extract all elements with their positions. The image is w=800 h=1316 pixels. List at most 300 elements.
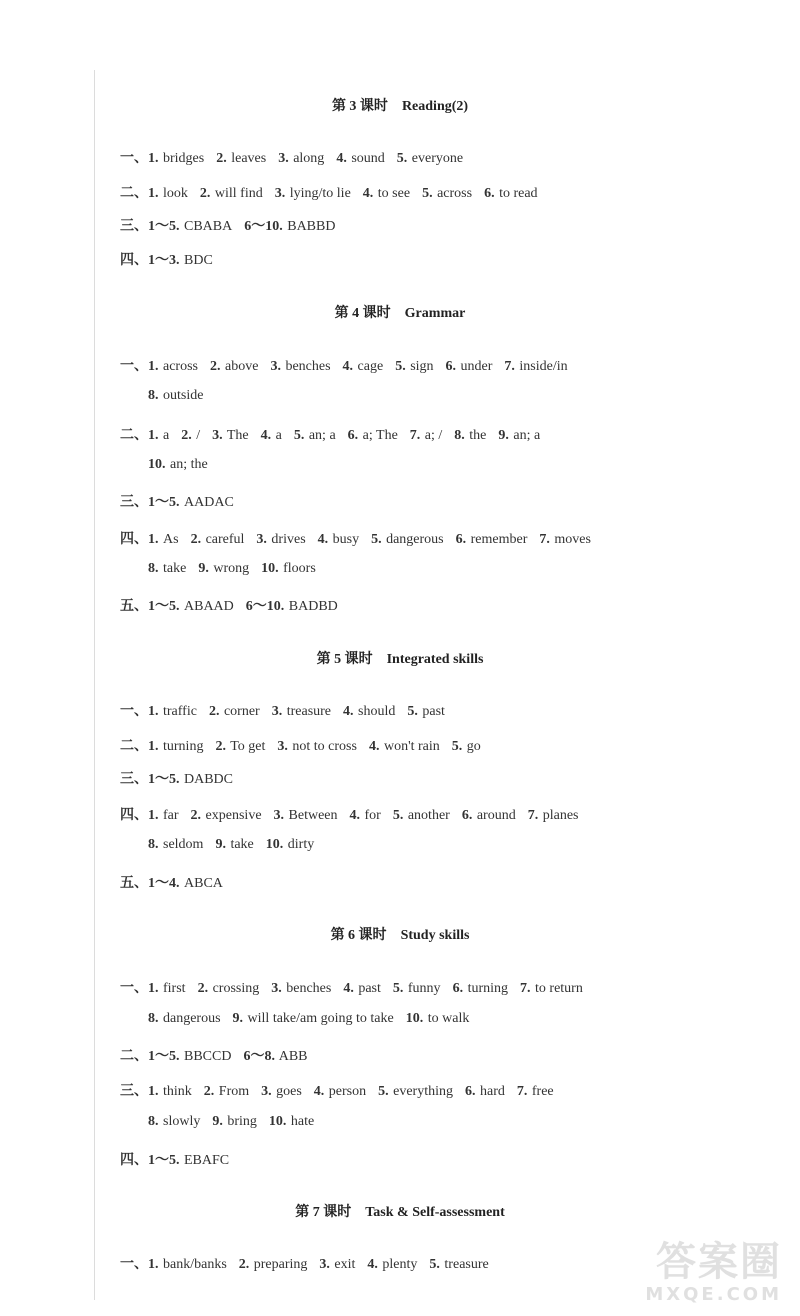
answer-item bbox=[271, 981, 331, 996]
answer-line bbox=[120, 735, 760, 755]
answer-item bbox=[148, 495, 234, 510]
lesson-number: 第 7 课时 bbox=[295, 1205, 352, 1220]
answer-item bbox=[148, 457, 208, 472]
answer-number: 9. bbox=[198, 561, 209, 576]
answer-number: 2. bbox=[238, 1257, 250, 1272]
answer-number: 1～5. bbox=[148, 495, 180, 510]
exercise-group-label: 五、 bbox=[120, 599, 148, 614]
answer-item bbox=[269, 1114, 314, 1129]
answer-item bbox=[517, 1084, 554, 1099]
answer-number: 7. bbox=[520, 981, 531, 996]
answer-item bbox=[148, 1011, 221, 1026]
answer-text: BDC bbox=[184, 253, 213, 268]
answer-item bbox=[261, 1084, 302, 1099]
answer-line bbox=[120, 1045, 760, 1065]
answer-text: DABDC bbox=[184, 772, 234, 787]
answer-number: 1～5. bbox=[148, 1049, 180, 1064]
answer-item bbox=[148, 1153, 229, 1168]
exercise-group-label: 二、 bbox=[120, 739, 148, 754]
answer-line bbox=[120, 595, 760, 615]
answer-line bbox=[120, 491, 760, 511]
answer-text: a; The bbox=[362, 428, 398, 443]
answer-number: 1～5. bbox=[148, 599, 180, 614]
answer-item bbox=[294, 428, 336, 443]
answer-number: 1. bbox=[148, 739, 159, 754]
answer-item bbox=[200, 186, 263, 201]
answer-item bbox=[378, 1084, 453, 1099]
exercise-group-label: 三、 bbox=[120, 495, 148, 510]
answer-text: exit bbox=[334, 1257, 356, 1272]
answer-number: 3. bbox=[261, 1084, 272, 1099]
answer-line bbox=[120, 147, 760, 167]
answer-item bbox=[212, 1114, 257, 1129]
answer-text: to return bbox=[535, 981, 583, 996]
answer-item bbox=[453, 981, 508, 996]
answer-text: BBCCD bbox=[184, 1049, 232, 1064]
answer-text: person bbox=[328, 1084, 367, 1099]
lesson-topic: Integrated skills bbox=[386, 652, 484, 667]
answer-text: an; a bbox=[308, 428, 336, 443]
answer-item bbox=[343, 981, 381, 996]
answer-line bbox=[120, 1080, 760, 1100]
answer-item bbox=[454, 428, 486, 443]
answer-item bbox=[422, 186, 472, 201]
page-spine-line bbox=[94, 70, 95, 1300]
answer-item bbox=[343, 704, 395, 719]
answer-number: 6. bbox=[347, 428, 359, 443]
answer-line bbox=[148, 837, 788, 853]
answer-number: 1～5. bbox=[148, 219, 180, 234]
answer-text: expensive bbox=[205, 808, 262, 823]
answer-number: 9. bbox=[498, 428, 509, 443]
answer-item bbox=[462, 808, 516, 823]
answer-item bbox=[148, 428, 169, 443]
watermark-url: MXQE.COM bbox=[645, 1284, 782, 1305]
answer-item bbox=[350, 808, 381, 823]
answer-item bbox=[397, 151, 463, 166]
answer-text: under bbox=[460, 359, 493, 374]
lesson-heading bbox=[0, 95, 800, 115]
answer-line bbox=[120, 872, 760, 892]
exercise-group-label: 三、 bbox=[120, 1084, 148, 1099]
answer-number: 9. bbox=[212, 1114, 223, 1129]
answer-text: CBABA bbox=[184, 219, 233, 234]
answer-item bbox=[456, 532, 528, 547]
answer-text: bank/banks bbox=[163, 1257, 227, 1272]
answer-item bbox=[277, 739, 357, 754]
answer-text: a; / bbox=[424, 428, 443, 443]
answer-text: hate bbox=[290, 1114, 315, 1129]
answer-text: past bbox=[422, 704, 445, 719]
answer-line bbox=[120, 355, 760, 375]
answer-item bbox=[363, 186, 410, 201]
answer-item bbox=[243, 1049, 307, 1064]
answer-text: preparing bbox=[253, 1257, 308, 1272]
answer-number: 8. bbox=[148, 1114, 159, 1129]
answer-text: to walk bbox=[427, 1011, 470, 1026]
exercise-group-label: 四、 bbox=[120, 808, 148, 823]
answer-item bbox=[215, 837, 253, 852]
answer-text: As bbox=[163, 532, 179, 547]
answer-item bbox=[148, 837, 203, 852]
answer-number: 5. bbox=[407, 704, 418, 719]
answer-number: 1～4. bbox=[148, 876, 180, 891]
answer-line bbox=[120, 424, 760, 444]
answer-text: funny bbox=[407, 981, 441, 996]
answer-number: 8. bbox=[148, 388, 159, 403]
answer-number: 4. bbox=[342, 359, 354, 374]
answer-line bbox=[120, 249, 760, 269]
watermark-logo bbox=[592, 1240, 782, 1310]
answer-item bbox=[336, 151, 384, 166]
answer-text: busy bbox=[332, 532, 360, 547]
answer-text: another bbox=[407, 808, 450, 823]
answer-text: floors bbox=[283, 561, 316, 576]
answer-line bbox=[148, 457, 788, 473]
answer-item bbox=[272, 704, 331, 719]
answer-item bbox=[198, 561, 249, 576]
answer-item bbox=[148, 219, 232, 234]
answer-text: benches bbox=[285, 359, 331, 374]
answer-text: treasure bbox=[286, 704, 332, 719]
answer-number: 2. bbox=[215, 739, 226, 754]
answer-text: seldom bbox=[163, 837, 204, 852]
answer-item bbox=[367, 1257, 417, 1272]
lesson-topic: Task & Self-assessment bbox=[365, 1205, 505, 1220]
answer-item bbox=[239, 1257, 308, 1272]
answer-item bbox=[148, 876, 223, 891]
answer-number: 1～5. bbox=[148, 772, 180, 787]
answer-item bbox=[204, 1084, 249, 1099]
answer-text: dangerous bbox=[386, 532, 444, 547]
answer-item bbox=[348, 428, 398, 443]
answer-text: free bbox=[531, 1084, 554, 1099]
answer-item bbox=[148, 1084, 192, 1099]
answer-item bbox=[318, 532, 359, 547]
answer-text: first bbox=[163, 981, 186, 996]
answer-text: From bbox=[218, 1084, 250, 1099]
answer-number: 1～3. bbox=[148, 253, 180, 268]
answer-number: 3. bbox=[277, 739, 288, 754]
answer-number: 1. bbox=[148, 704, 159, 719]
answer-text: slowly bbox=[163, 1114, 201, 1129]
answer-text: turning bbox=[163, 739, 204, 754]
answer-text: BABBD bbox=[287, 219, 336, 234]
answer-item bbox=[528, 808, 579, 823]
answer-item bbox=[410, 428, 443, 443]
answer-number: 6. bbox=[445, 359, 457, 374]
answer-text: ABB bbox=[278, 1049, 308, 1064]
answer-item bbox=[446, 359, 493, 374]
answer-number: 8. bbox=[148, 837, 159, 852]
answer-item bbox=[148, 561, 186, 576]
answer-number: 6～10. bbox=[245, 599, 285, 614]
answer-text: around bbox=[476, 808, 516, 823]
answer-text: bridges bbox=[163, 151, 205, 166]
answer-number: 3. bbox=[319, 1257, 330, 1272]
answer-item bbox=[148, 186, 188, 201]
answer-item bbox=[314, 1084, 366, 1099]
answer-text: everyone bbox=[411, 151, 464, 166]
answer-text: hard bbox=[480, 1084, 505, 1099]
answer-text: To get bbox=[230, 739, 266, 754]
answer-text: the bbox=[469, 428, 487, 443]
answer-text: take bbox=[230, 837, 254, 852]
answer-item bbox=[371, 532, 444, 547]
exercise-group-label: 一、 bbox=[120, 1257, 148, 1272]
answer-text: far bbox=[163, 808, 179, 823]
answer-number: 10. bbox=[261, 561, 279, 576]
answer-text: everything bbox=[393, 1084, 453, 1099]
answer-number: 3. bbox=[212, 428, 223, 443]
answer-text: leaves bbox=[231, 151, 267, 166]
answer-number: 1. bbox=[148, 1257, 159, 1272]
exercise-group-label: 一、 bbox=[120, 151, 148, 166]
answer-text: not to cross bbox=[292, 739, 357, 754]
answer-number: 6～8. bbox=[243, 1049, 275, 1064]
answer-text: dirty bbox=[287, 837, 315, 852]
watermark-text: 答案圈 bbox=[656, 1239, 782, 1285]
answer-number: 7. bbox=[539, 532, 550, 547]
answer-line bbox=[120, 215, 760, 235]
answer-item bbox=[216, 151, 266, 166]
answer-text: crossing bbox=[212, 981, 260, 996]
answer-item bbox=[484, 186, 537, 201]
answer-number: 10. bbox=[265, 837, 284, 852]
answer-item bbox=[452, 739, 481, 754]
answer-number: 5. bbox=[429, 1257, 440, 1272]
answer-text: bring bbox=[227, 1114, 257, 1129]
exercise-group-label: 二、 bbox=[120, 428, 148, 443]
answer-text: an; a bbox=[513, 428, 541, 443]
answer-number: 4. bbox=[317, 532, 329, 547]
answer-text: goes bbox=[276, 1084, 302, 1099]
answer-number: 3. bbox=[270, 359, 281, 374]
answer-text: outside bbox=[163, 388, 204, 403]
exercise-group-label: 四、 bbox=[120, 253, 148, 268]
answer-text: remember bbox=[470, 532, 528, 547]
answer-number: 4. bbox=[343, 981, 354, 996]
answer-text: sign bbox=[410, 359, 434, 374]
answer-text: look bbox=[163, 186, 188, 201]
answer-item bbox=[148, 704, 197, 719]
answer-number: 4. bbox=[368, 739, 380, 754]
lesson-topic: Reading(2) bbox=[401, 99, 469, 114]
answer-line bbox=[120, 182, 760, 202]
answer-text: AADAC bbox=[184, 495, 234, 510]
answer-text: wrong bbox=[213, 561, 250, 576]
answer-text: sound bbox=[351, 151, 385, 166]
answer-item bbox=[148, 151, 204, 166]
answer-item bbox=[274, 808, 338, 823]
answer-item bbox=[148, 599, 234, 614]
answer-item bbox=[429, 1257, 488, 1272]
answer-number: 4. bbox=[336, 151, 347, 166]
answer-number: 3. bbox=[256, 532, 267, 547]
answer-number: 10. bbox=[405, 1011, 424, 1026]
lesson-number: 第 6 课时 bbox=[330, 928, 387, 943]
answer-number: 6. bbox=[484, 186, 495, 201]
answer-number: 5. bbox=[378, 1084, 389, 1099]
exercise-group-label: 三、 bbox=[120, 219, 148, 234]
answer-item bbox=[215, 739, 265, 754]
answer-number: 7. bbox=[409, 428, 421, 443]
answer-text: The bbox=[226, 428, 249, 443]
answer-number: 3. bbox=[274, 186, 286, 201]
answer-text: corner bbox=[223, 704, 260, 719]
answer-item bbox=[148, 253, 213, 268]
answer-number: 2. bbox=[190, 808, 202, 823]
answer-number: 2. bbox=[197, 981, 209, 996]
answer-number: 1. bbox=[148, 151, 159, 166]
answer-text: an; the bbox=[170, 457, 208, 472]
answer-text: to see bbox=[377, 186, 411, 201]
answer-number: 6～10. bbox=[244, 219, 283, 234]
answer-number: 8. bbox=[454, 428, 465, 443]
exercise-group-label: 四、 bbox=[120, 532, 148, 547]
exercise-group-label: 二、 bbox=[120, 1049, 148, 1064]
answer-item bbox=[261, 428, 282, 443]
answer-text: across bbox=[163, 359, 198, 374]
answer-number: 4. bbox=[260, 428, 272, 443]
answer-number: 5. bbox=[293, 428, 305, 443]
answer-text: will find bbox=[214, 186, 263, 201]
answer-text: past bbox=[358, 981, 381, 996]
answer-number: 7. bbox=[516, 1084, 528, 1099]
answer-text: take bbox=[163, 561, 187, 576]
answer-item bbox=[407, 704, 445, 719]
answer-number: 7. bbox=[527, 808, 539, 823]
answer-number: 6. bbox=[461, 808, 473, 823]
answer-item bbox=[520, 981, 583, 996]
answer-line bbox=[120, 768, 760, 788]
answer-item bbox=[198, 981, 260, 996]
answer-text: won't rain bbox=[383, 739, 440, 754]
answer-number: 9. bbox=[232, 1011, 244, 1026]
answer-item bbox=[210, 359, 258, 374]
answer-number: 1～5. bbox=[148, 1153, 180, 1168]
answer-item bbox=[395, 359, 433, 374]
answer-number: 4. bbox=[362, 186, 374, 201]
answer-item bbox=[393, 981, 441, 996]
answer-line bbox=[148, 1114, 788, 1130]
answer-item bbox=[181, 428, 200, 443]
answer-number: 5. bbox=[395, 359, 406, 374]
exercise-group-label: 一、 bbox=[120, 359, 148, 374]
answer-text: cage bbox=[357, 359, 384, 374]
answer-line bbox=[148, 561, 788, 577]
answer-text: ABCA bbox=[184, 876, 223, 891]
answer-text: think bbox=[163, 1084, 192, 1099]
answer-item bbox=[148, 359, 198, 374]
answer-number: 2. bbox=[208, 704, 220, 719]
answer-item bbox=[233, 1011, 394, 1026]
answer-number: 1. bbox=[148, 808, 159, 823]
answer-item bbox=[266, 837, 314, 852]
answer-text: plenty bbox=[382, 1257, 418, 1272]
answer-number: 2. bbox=[210, 359, 221, 374]
answer-text: BADBD bbox=[288, 599, 338, 614]
answer-number: 8. bbox=[148, 1011, 159, 1026]
answer-item bbox=[148, 388, 203, 403]
answer-number: 3. bbox=[273, 808, 285, 823]
answer-line bbox=[120, 700, 760, 720]
lesson-topic: Study skills bbox=[400, 928, 470, 943]
answer-number: 7. bbox=[504, 359, 515, 374]
answer-text: moves bbox=[554, 532, 591, 547]
answer-item bbox=[261, 561, 316, 576]
answer-item bbox=[504, 359, 567, 374]
answer-number: 6. bbox=[455, 532, 467, 547]
answer-number: 5. bbox=[371, 532, 382, 547]
lesson-heading bbox=[0, 924, 800, 944]
answer-number: 6. bbox=[465, 1084, 476, 1099]
answer-text: to read bbox=[499, 186, 538, 201]
answer-number: 2. bbox=[181, 428, 192, 443]
answer-item bbox=[246, 599, 338, 614]
answer-number: 9. bbox=[215, 837, 226, 852]
answer-line bbox=[120, 977, 760, 997]
answer-item bbox=[148, 532, 179, 547]
answer-text: treasure bbox=[444, 1257, 489, 1272]
answer-item bbox=[278, 151, 324, 166]
answer-text: Between bbox=[288, 808, 338, 823]
answer-text: ABAAD bbox=[184, 599, 234, 614]
answer-text: across bbox=[437, 186, 473, 201]
answer-text: planes bbox=[542, 808, 579, 823]
answer-number: 6. bbox=[452, 981, 464, 996]
answer-item bbox=[406, 1011, 470, 1026]
answer-text: dangerous bbox=[163, 1011, 221, 1026]
lesson-number: 第 3 课时 bbox=[331, 99, 388, 114]
answer-number: 1. bbox=[148, 532, 159, 547]
exercise-group-label: 四、 bbox=[120, 1153, 148, 1168]
answer-item bbox=[256, 532, 305, 547]
answer-item bbox=[191, 808, 262, 823]
answer-number: 3. bbox=[271, 981, 282, 996]
answer-item bbox=[270, 359, 330, 374]
exercise-group-label: 五、 bbox=[120, 876, 148, 891]
answer-line bbox=[120, 1149, 760, 1169]
answer-text: lying/to lie bbox=[289, 186, 351, 201]
answer-text: a bbox=[275, 428, 282, 443]
exercise-group-label: 一、 bbox=[120, 981, 148, 996]
answer-number: 2. bbox=[203, 1084, 215, 1099]
answer-item bbox=[343, 359, 384, 374]
answer-item bbox=[498, 428, 540, 443]
answer-text: inside/in bbox=[519, 359, 568, 374]
answer-item bbox=[244, 219, 335, 234]
lesson-heading bbox=[0, 648, 800, 668]
answer-number: 2. bbox=[199, 186, 211, 201]
answer-text: turning bbox=[467, 981, 509, 996]
answer-number: 3. bbox=[271, 704, 283, 719]
answer-line bbox=[148, 1011, 788, 1027]
answer-item bbox=[148, 981, 186, 996]
lesson-heading bbox=[0, 302, 800, 322]
answer-item bbox=[148, 739, 203, 754]
answer-text: drives bbox=[271, 532, 306, 547]
answer-item bbox=[212, 428, 249, 443]
answer-item bbox=[369, 739, 440, 754]
answer-text: should bbox=[358, 704, 396, 719]
answer-item bbox=[209, 704, 260, 719]
answer-number: 10. bbox=[148, 457, 166, 472]
answer-text: traffic bbox=[163, 704, 197, 719]
answer-number: 5. bbox=[392, 808, 404, 823]
lesson-topic: Grammar bbox=[404, 306, 466, 321]
answer-number: 5. bbox=[392, 981, 404, 996]
